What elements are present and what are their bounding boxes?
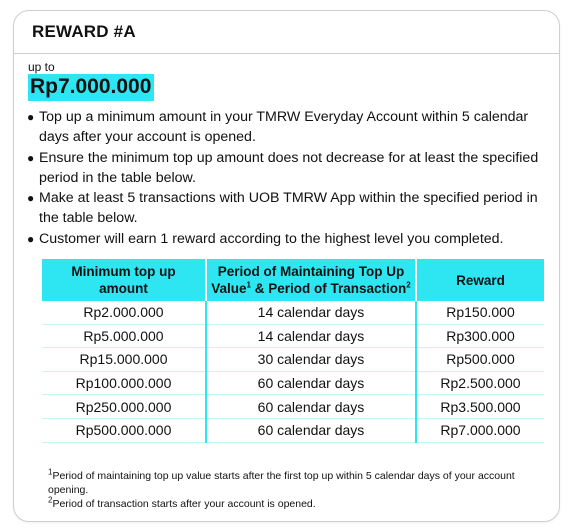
table-row [42, 324, 544, 348]
cell-period: 60 calendar days [206, 371, 416, 395]
reward-card [13, 10, 560, 522]
list-item [27, 229, 552, 249]
footnote-mark: 1 [48, 467, 53, 477]
cell-min: Rp250.000.000 [42, 395, 206, 419]
bullet-icon: ● [27, 110, 35, 124]
bullet-icon: ● [27, 191, 35, 206]
table-row [42, 418, 544, 442]
list-item [27, 107, 552, 148]
table-row [42, 395, 544, 419]
header-period-text: & Period of Transaction [251, 281, 407, 296]
cell-period: 14 calendar days [206, 301, 416, 324]
condition-text: Customer will earn 1 reward according to the highest level you completed. [39, 230, 504, 247]
bullet-icon: ● [27, 150, 35, 165]
list-item [27, 148, 552, 189]
reward-table [42, 259, 544, 443]
footnote-mark: 2 [48, 495, 53, 505]
cell-min: Rp15.000.000 [42, 348, 206, 372]
cell-reward: Rp300.000 [416, 324, 544, 348]
cell-period: 60 calendar days [206, 418, 416, 442]
bullet-icon: ● [27, 231, 35, 246]
cell-period: 30 calendar days [206, 348, 416, 372]
cell-period: 60 calendar days [206, 395, 416, 419]
cell-min: Rp500.000.000 [42, 418, 206, 442]
condition-text: Top up a minimum amount in your TMRW Everyday Account within 5 calendar days after your account is opened. [39, 109, 529, 146]
footnote-mark: 1 [246, 280, 251, 290]
cell-period: 14 calendar days [206, 324, 416, 348]
footnote-text: Period of transaction starts after your account is opened. [52, 498, 316, 510]
cell-reward: Rp3.500.000 [416, 395, 544, 419]
up-to-label: up to [28, 60, 55, 74]
cell-min: Rp2.000.000 [42, 301, 206, 324]
footnote-1 [48, 469, 548, 497]
footnote-mark: 2 [406, 280, 411, 290]
cell-min: Rp100.000.000 [42, 371, 206, 395]
footnote-text: Period of maintaining top up value starts after the first top up within 5 calendar days of your account opening. [48, 470, 515, 496]
cell-reward: Rp2.500.000 [416, 371, 544, 395]
cell-reward: Rp7.000.000 [416, 418, 544, 442]
cell-reward: Rp500.000 [416, 348, 544, 372]
table-row [42, 348, 544, 372]
cell-reward: Rp150.000 [416, 301, 544, 324]
reward-amount: Rp7.000.000 [28, 74, 154, 101]
table-row [42, 301, 544, 324]
footnotes [48, 469, 548, 511]
footnote-2 [48, 497, 548, 511]
condition-text: Ensure the minimum top up amount does not decrease for at least the specified period in the table below. [39, 149, 539, 186]
header-min-top-up: Minimum top up amount [42, 259, 206, 301]
table-header-row [42, 259, 544, 301]
header-period-text: Period of Maintaining Top Up Value [211, 264, 405, 296]
condition-text: Make at least 5 transactions with UOB TMRW App within the specified period in the table below. [39, 190, 538, 227]
list-item [27, 188, 552, 229]
card-title: REWARD #A [14, 11, 559, 54]
header-reward: Reward [416, 259, 544, 301]
cell-min: Rp5.000.000 [42, 324, 206, 348]
header-period [206, 259, 416, 301]
conditions-list [27, 107, 552, 249]
table-row [42, 371, 544, 395]
